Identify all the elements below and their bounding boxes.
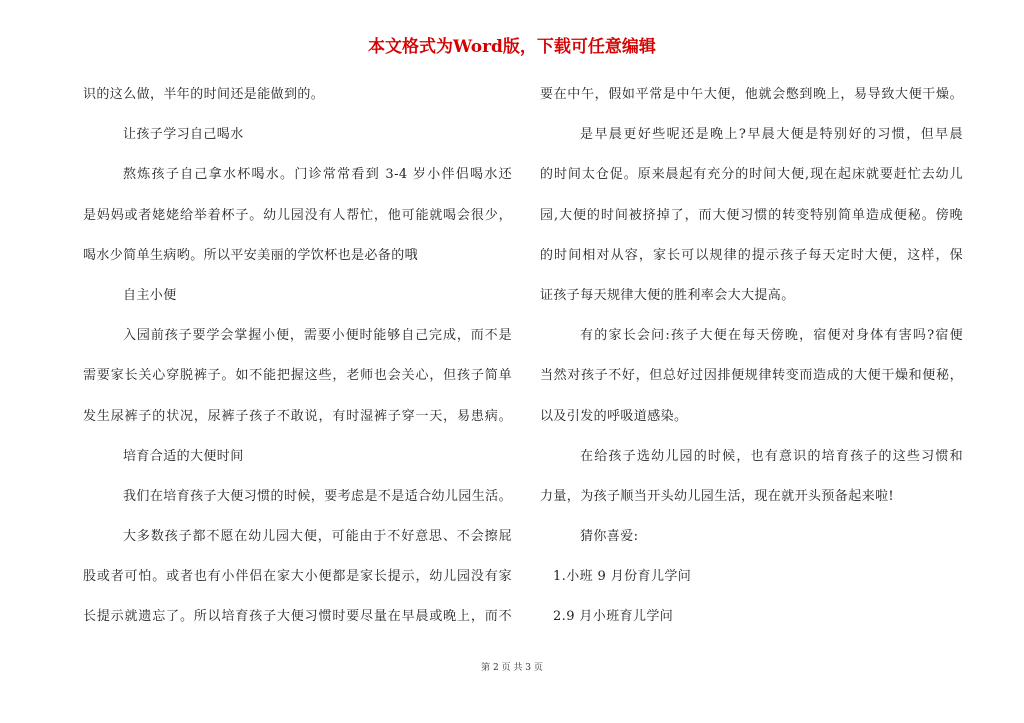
left-column <box>83 75 512 638</box>
body-line: 要在中午，假如平常是中午大便，他就会憋到晚上，易导致大便干燥。 <box>540 87 963 102</box>
related-item: 1.小班 9 月份育儿学问 <box>553 569 692 585</box>
body-line: 的时间太仓促。原来晨起有充分的时间大便,现在起床就要赶忙去幼儿 <box>540 167 963 183</box>
body-line: 需要家长关心穿脱裤子。如不能把握这些，老师也会关心，但孩子简单 <box>83 368 512 384</box>
related-heading: 猜你喜爱: <box>580 529 639 545</box>
body-line: 识的这么做，半年的时间还是能做到的。 <box>83 87 325 102</box>
body-line: 长提示就遗忘了。所以培育孩子大便习惯时要尽量在早晨或晚上，而不 <box>83 609 512 625</box>
body-line: 入园前孩子要学会掌握小便，需要小便时能够自己完成，而不是 <box>123 328 512 344</box>
body-line: 喝水少简单生病哟。所以平安美丽的学饮杯也是必备的哦 <box>83 247 419 263</box>
section-heading: 让孩子学习自己喝水 <box>123 127 244 143</box>
body-line: 熬炼孩子自己拿水杯喝水。门诊常常看到 3-4 岁小伴侣喝水还 <box>123 167 512 183</box>
body-line: 当然对孩子不好，但总好过因排便规律转变而造成的大便干燥和便秘， <box>540 368 963 384</box>
document-header-notice: 本文格式为Word版，下载可任意编辑 <box>368 37 656 57</box>
section-heading: 自主小便 <box>123 287 177 303</box>
body-line: 有的家长会问:孩子大便在每天傍晚，宿便对身体有害吗?宿便 <box>580 328 963 344</box>
page-number: 第 2 页 共 3 页 <box>481 663 543 673</box>
body-line: 是妈妈或者姥姥给举着杯子。幼儿园没有人帮忙，他可能就喝会很少， <box>83 207 512 223</box>
right-column <box>540 75 963 638</box>
related-item: 2.9 月小班育儿学问 <box>553 609 674 625</box>
body-line: 股或者可怕。或者也有小伴侣在家大小便都是家长提示，幼儿园没有家 <box>83 569 512 585</box>
body-line: 是早晨更好些呢还是晚上?早晨大便是特别好的习惯，但早晨 <box>580 127 963 143</box>
body-line: 力量，为孩子顺当开头幼儿园生活，现在就开头预备起来啦! <box>540 488 895 504</box>
body-line: 在给孩子选幼儿园的时候，也有意识的培育孩子的这些习惯和 <box>580 448 963 464</box>
body-line: 我们在培育孩子大便习惯的时候，要考虑是不是适合幼儿园生活。 <box>123 488 512 504</box>
body-line: 发生尿裤子的状况，尿裤子孩子不敢说，有时湿裤子穿一天，易患病。 <box>83 408 512 424</box>
body-line: 大多数孩子都不愿在幼儿园大便，可能由于不好意思、不会擦屁 <box>123 529 512 545</box>
body-line: 证孩子每天规律大便的胜利率会大大提高。 <box>540 287 795 303</box>
body-line: 的时间相对从容，家长可以规律的提示孩子每天定时大便，这样，保 <box>540 247 963 263</box>
body-line: 园,大便的时间被挤掉了，而大便习惯的转变特别简单造成便秘。傍晚 <box>540 207 963 223</box>
section-heading: 培育合适的大便时间 <box>123 448 244 464</box>
body-line: 以及引发的呼吸道感染。 <box>540 408 688 424</box>
